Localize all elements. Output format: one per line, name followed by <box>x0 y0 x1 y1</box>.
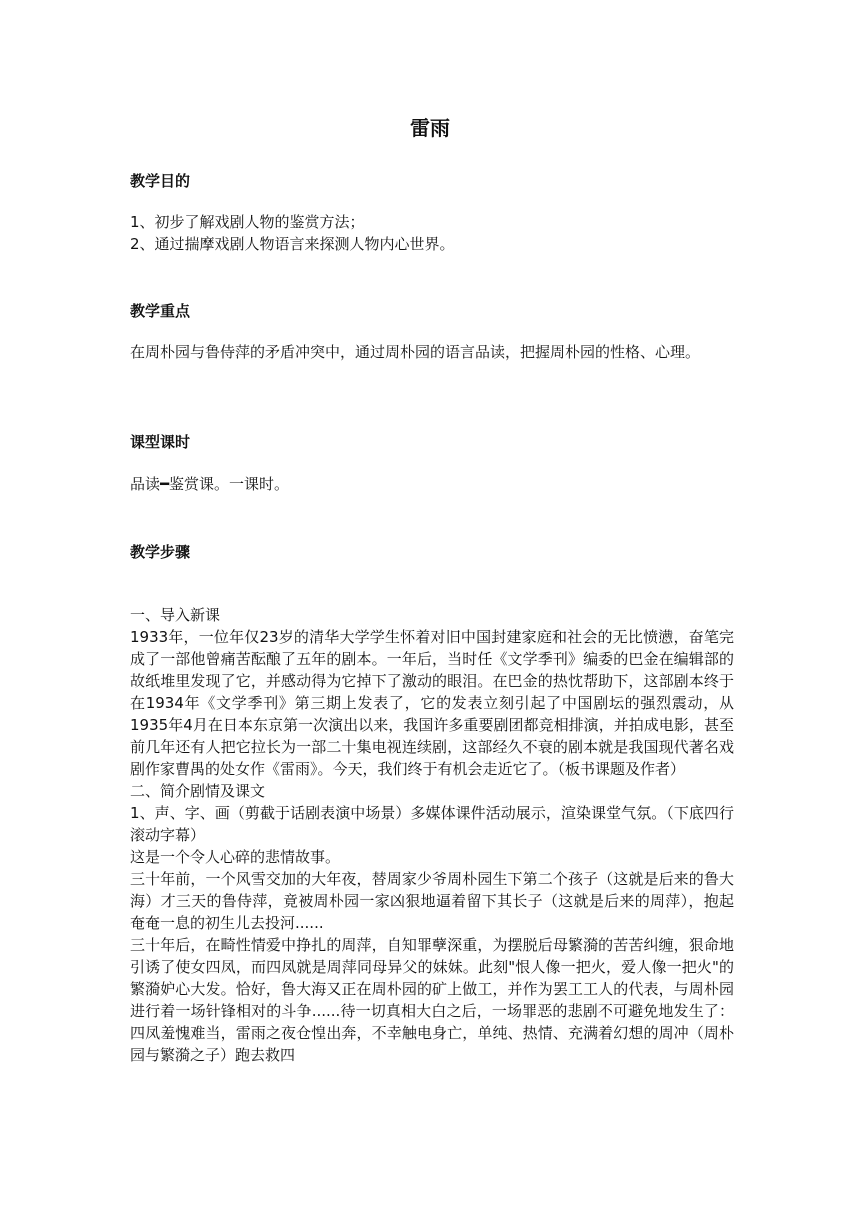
steps-paragraph: 1933年，一位年仅23岁的清华大学学生怀着对旧中国封建家庭和社会的无比愤懑，奋笔完成了一部他曾痛苦酝酿了五年的剧本。一年后，当时任《文学季刊》编委的巴金在编辑部的故纸堆里发现了它，并感动得为它掉下了激动的眼泪。在巴金的热忱帮助下，这部剧本终于在1934年《文学季刊》第三期上发表了，它的发表立刻引起了中国剧坛的强烈震动，从1935年4月在日本东京第一次演出以来，我国许多重要剧团都竞相排演，并拍成电影，甚至前几年还有人把它拉长为一部二十集电视连续剧，这部经久不衰的剧本就是我国现代著名戏剧作家曹禺的处女作《雷雨》。今天，我们终于有机会走近它了。（板书课题及作者） <box>130 628 734 778</box>
steps-paragraph: 一、导入新课 <box>130 606 221 624</box>
steps-paragraph: 这是一个令人心碎的悲情故事。 <box>130 848 341 866</box>
steps-heading: 教学步骤 <box>130 543 191 561</box>
objectives-heading: 教学目的 <box>130 172 191 190</box>
lesson-type-heading: 课型课时 <box>130 433 191 451</box>
steps-paragraph: 1、声、字、画（剪截于话剧表演中场景）多媒体课件活动展示，渲染课堂气氛。（下底四行滚动字幕） <box>130 804 734 844</box>
objective-item: 2、通过揣摩戏剧人物语言来探测人物内心世界。 <box>130 235 455 253</box>
key-points-heading: 教学重点 <box>130 302 191 320</box>
steps-paragraph: 三十年后，在畸性情爱中挣扎的周萍，自知罪孽深重，为摆脱后母繁漪的苦苦纠缠，狠命地引诱了使女四凤，而四凤就是周萍同母异父的妹妹。此刻"恨人像一把火，爱人像一把火"的繁漪妒心大发。恰好，鲁大海又正在周朴园的矿上做工，并作为罢工工人的代表，与周朴园进行着一场针锋相对的斗争......待一切真相大白之后，一场罪恶的悲剧不可避免地发生了：四凤羞愧难当，雷雨之夜仓惶出奔，不幸触电身亡，单纯、热情、充满着幻想的周冲（周朴园与繁漪之子）跑去救四 <box>130 936 734 1064</box>
key-points-text-block <box>130 341 734 363</box>
objectives-list <box>130 211 734 255</box>
steps-paragraph: 二、简介剧情及课文 <box>130 782 266 800</box>
steps-body <box>130 604 734 1066</box>
lesson-type-text: 品读━鉴赏课。一课时。 <box>130 475 290 493</box>
key-points-text: 在周朴园与鲁侍萍的矛盾冲突中，通过周朴园的语言品读，把握周朴园的性格、心理。 <box>130 343 701 361</box>
objective-item: 1、初步了解戏剧人物的鉴赏方法； <box>130 213 365 231</box>
document-title: 雷雨 <box>410 116 450 140</box>
steps-paragraph: 三十年前，一个风雪交加的大年夜，替周家少爷周朴园生下第二个孩子（这就是后来的鲁大海）才三天的鲁侍萍，竟被周朴园一家凶狠地逼着留下其长子（这就是后来的周萍），抱起奄奄一息的初生儿去投河...... <box>130 870 734 932</box>
lesson-type-text-block <box>130 473 734 495</box>
